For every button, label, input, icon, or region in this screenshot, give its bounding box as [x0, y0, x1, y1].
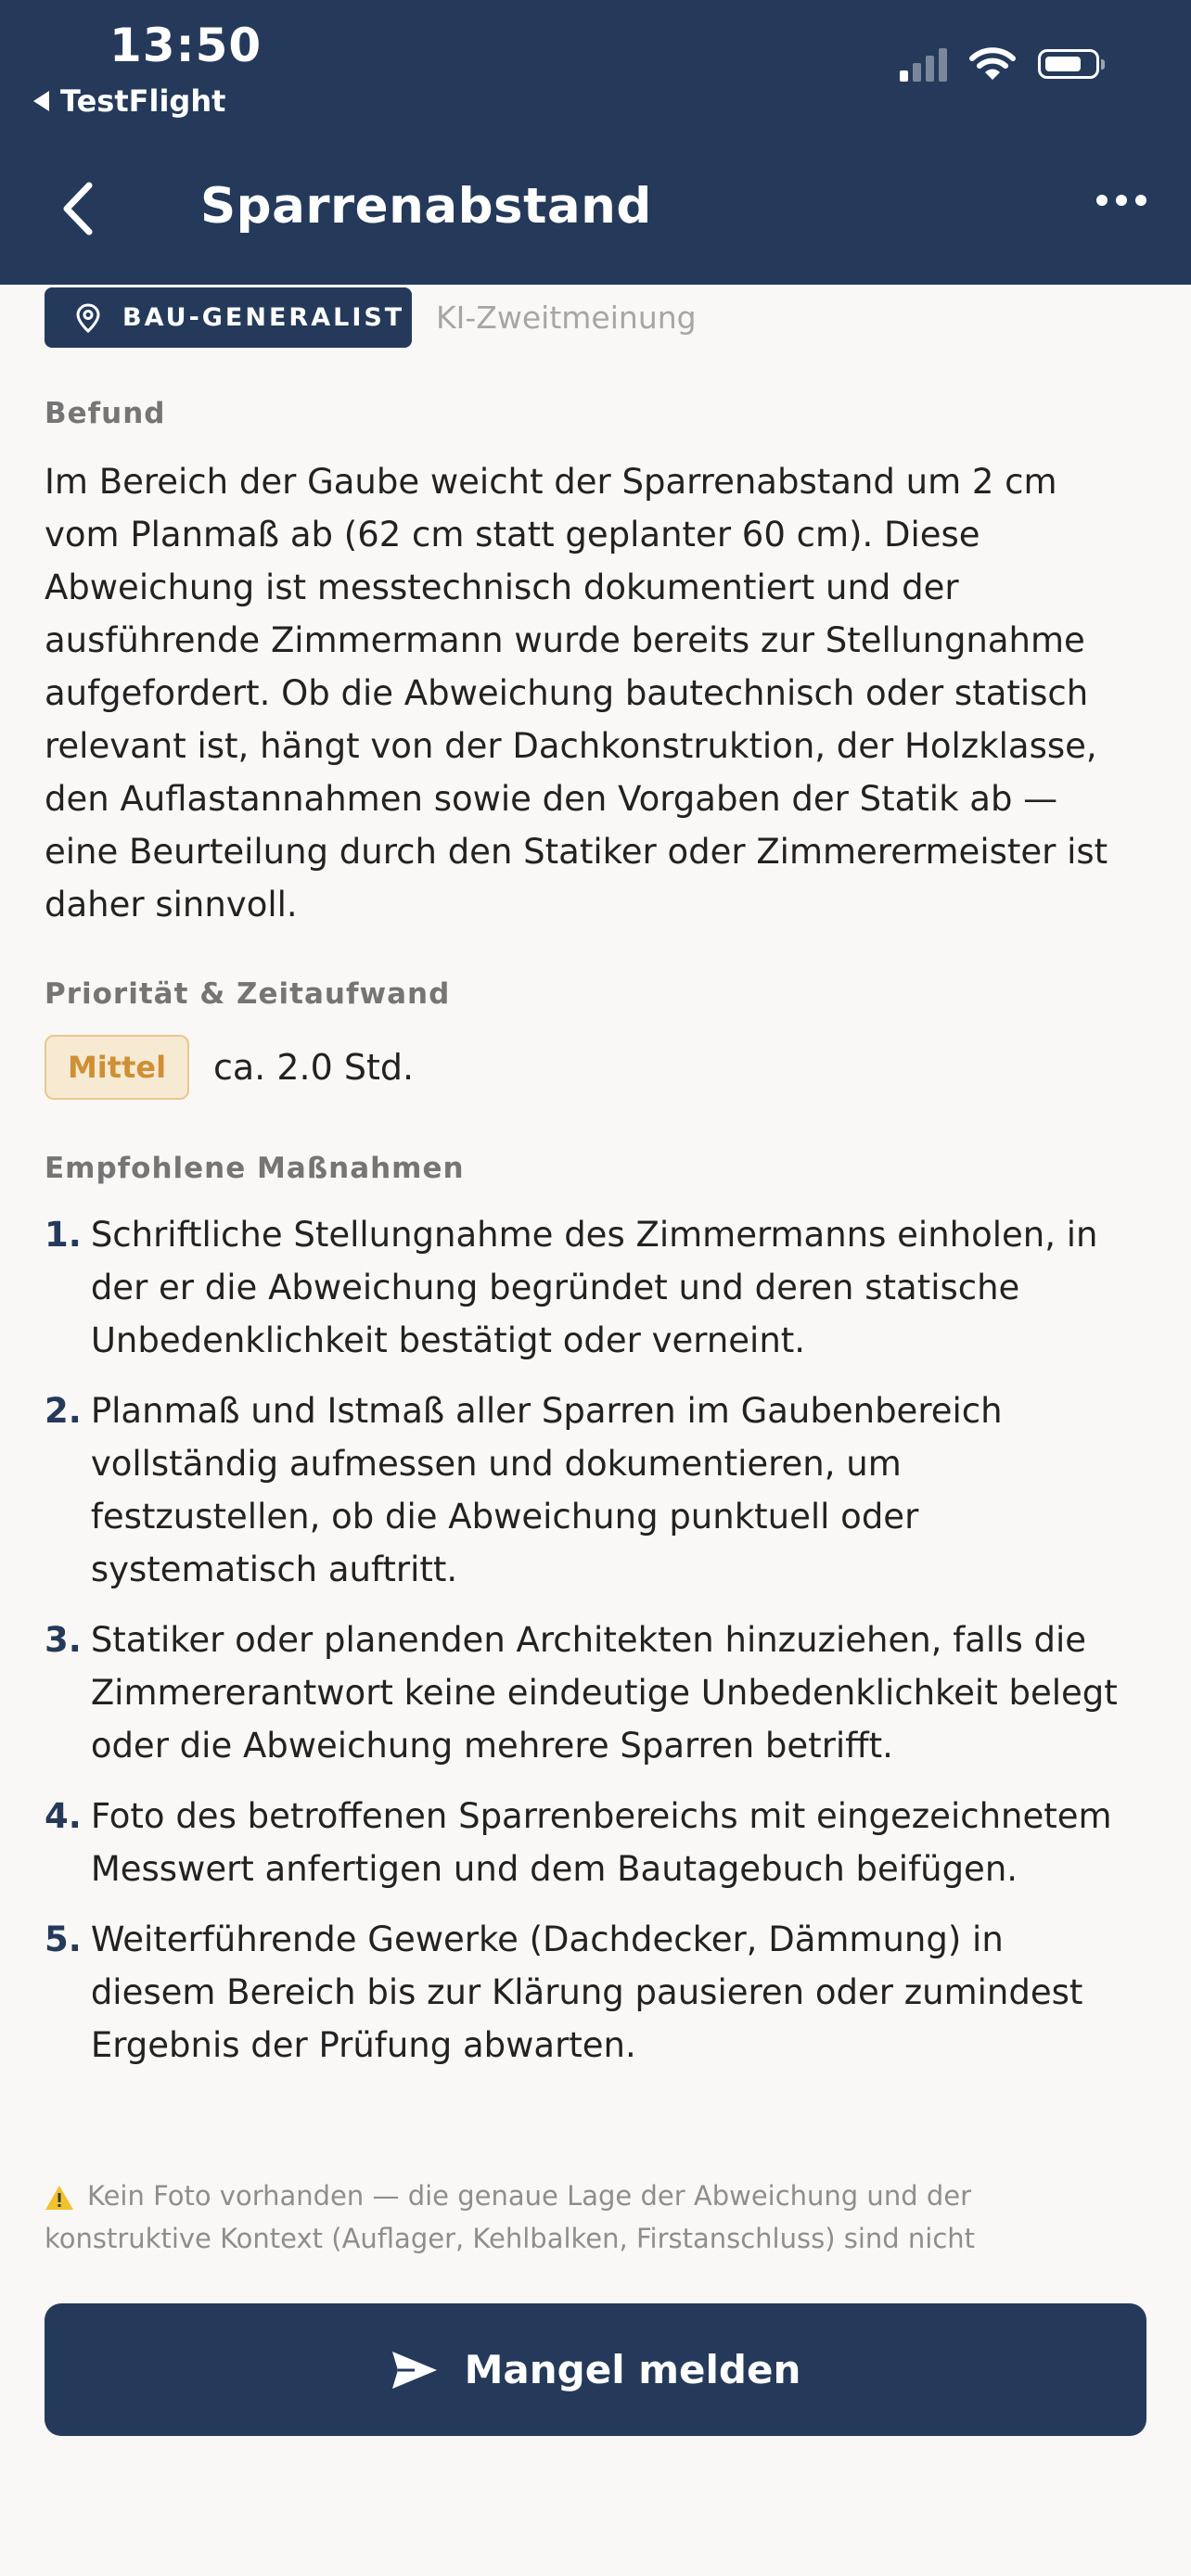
- measure-line: Foto des betroffenen Sparrenbereichs mit eingezeichnetem: [90, 1796, 1112, 1836]
- back-to-app-link[interactable]: [33, 83, 225, 119]
- priority-row: [45, 1035, 414, 1100]
- measure-line: Ergebnis der Prüfung abwarten.: [90, 2025, 636, 2065]
- back-app-label: TestFlight: [60, 83, 226, 119]
- report-defect-label: Mangel melden: [464, 2347, 801, 2392]
- measure-line: der er die Abweichung begründet und deren statische: [90, 1268, 1020, 1307]
- role-badge: [45, 287, 412, 348]
- befund-line: daher sinnvoll.: [45, 885, 298, 925]
- measure-number: 5.: [45, 1919, 82, 1959]
- measure-line: diesem Bereich bis zur Klärung pausieren oder zumindest: [90, 1972, 1083, 2012]
- measure-line: Messwert anfertigen und dem Bautagebuch beifügen.: [90, 1849, 1018, 1889]
- measure-item: [45, 1384, 1158, 1596]
- role-subtitle: KI-Zweitmeinung: [436, 300, 697, 336]
- befund-line: vom Planmaß ab (62 cm statt geplanter 60 cm). Diese: [45, 515, 980, 555]
- befund-text: [45, 455, 1148, 931]
- app-header: [0, 0, 1191, 285]
- status-time: 13:50: [109, 19, 263, 72]
- measure-number: 2.: [45, 1391, 82, 1431]
- priority-badge: Mittel: [45, 1035, 189, 1100]
- location-pin-icon: [76, 303, 100, 333]
- page-title: Sparrenabstand: [200, 178, 652, 235]
- befund-heading: Befund: [45, 397, 166, 430]
- measures-list: [45, 1208, 1158, 2089]
- measure-number: 3.: [45, 1620, 82, 1660]
- measure-line: Zimmererantwort keine eindeutige Unbedenklichkeit belegt: [90, 1673, 1118, 1713]
- back-chevron-icon[interactable]: [56, 176, 100, 241]
- status-icons: [900, 46, 1099, 82]
- role-row: [45, 287, 697, 348]
- measure-number: 1.: [45, 1215, 82, 1255]
- wifi-icon: [969, 46, 1016, 82]
- measure-line: Unbedenklichkeit bestätigt oder verneint.: [90, 1320, 806, 1360]
- befund-line: Abweichung ist messtechnisch dokumentiert und der: [45, 567, 959, 607]
- measures-heading: Empfohlene Maßnahmen: [45, 1152, 465, 1185]
- measure-line: festzustellen, ob die Abweichung punktuell oder: [90, 1497, 919, 1537]
- photo-warning: [45, 2174, 1148, 2260]
- warning-line: konstruktive Kontext (Auflager, Kehlbalken, Firstanschluss) sind nicht: [45, 2223, 976, 2254]
- signal-icon: [900, 46, 947, 82]
- measure-line: systematisch auftritt.: [90, 1549, 458, 1589]
- befund-line: Im Bereich der Gaube weicht der Sparrenabstand um 2 cm: [45, 462, 1057, 502]
- measure-line: Schriftliche Stellungnahme des Zimmermanns einholen, in: [90, 1215, 1098, 1255]
- measure-item: [45, 1208, 1158, 1367]
- battery-icon: [1038, 49, 1099, 79]
- priority-heading: Priorität & Zeitaufwand: [45, 977, 451, 1011]
- role-badge-label: BAU-GENERALIST: [122, 303, 405, 332]
- befund-line: den Auflastannahmen sowie den Vorgaben der Statik ab —: [45, 779, 1058, 819]
- measure-line: oder die Abweichung mehrere Sparren betrifft.: [90, 1726, 893, 1766]
- befund-line: aufgefordert. Ob die Abweichung bautechnisch oder statisch: [45, 673, 1089, 713]
- measure-item: [45, 1790, 1158, 1895]
- measure-line: Planmaß und Istmaß aller Sparren im Gaubenbereich: [90, 1391, 1003, 1431]
- measure-item: [45, 1613, 1158, 1772]
- send-icon: [391, 2350, 439, 2391]
- report-defect-button[interactable]: [45, 2303, 1146, 2436]
- befund-line: eine Beurteilung durch den Statiker oder Zimmerermeister ist: [45, 832, 1108, 872]
- back-triangle-icon: [33, 91, 49, 111]
- time-estimate: ca. 2.0 Std.: [213, 1047, 415, 1088]
- measure-line: Weiterführende Gewerke (Dachdecker, Dämmung) in: [90, 1919, 1004, 1959]
- measure-item: [45, 1913, 1158, 2072]
- more-options-icon[interactable]: [1096, 195, 1146, 206]
- measure-line: vollständig aufmessen und dokumentieren, um: [90, 1444, 902, 1484]
- warning-line: Kein Foto vorhanden — die genaue Lage der Abweichung und der: [87, 2180, 971, 2212]
- befund-line: ausführende Zimmermann wurde bereits zur Stellungnahme: [45, 620, 1085, 660]
- warning-icon: [45, 2185, 74, 2211]
- befund-line: relevant ist, hängt von der Dachkonstruktion, der Holzklasse,: [45, 726, 1097, 766]
- measure-number: 4.: [45, 1796, 82, 1836]
- measure-line: Statiker oder planenden Architekten hinzuziehen, falls die: [90, 1620, 1087, 1660]
